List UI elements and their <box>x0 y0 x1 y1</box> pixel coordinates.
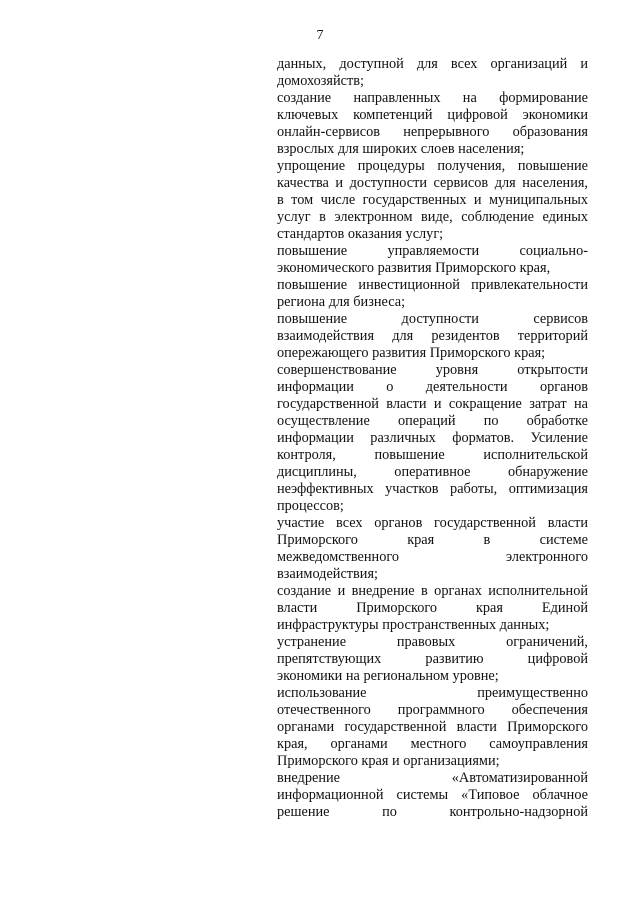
text-line: инфраструктуры пространственных данных; <box>277 617 550 633</box>
text-line: информации различных форматов. Усиление <box>277 430 588 446</box>
text-line: экономического развития Приморского края, <box>277 260 551 276</box>
text-line: услуг в электронном виде, соблюдение единых <box>277 209 588 225</box>
text-line: упрощение процедуры получения, повышение <box>277 158 588 174</box>
text-line: использование преимущественно <box>277 685 588 701</box>
text-line: Приморского края в системе <box>277 532 588 548</box>
text-line: процессов; <box>277 498 344 514</box>
text-line: решение по контрольно-надзорной <box>277 804 588 820</box>
text-line: устранение правовых ограничений, <box>277 634 588 650</box>
text-line: контроля, повышение исполнительской <box>277 447 588 463</box>
page-number: 7 <box>316 28 324 43</box>
text-line: онлайн-сервисов непрерывного образования <box>277 124 588 140</box>
text-line: взаимодействия для резидентов территорий <box>277 328 588 344</box>
text-line: края, органами местного самоуправления <box>277 736 588 752</box>
text-line: межведомственного электронного <box>277 549 588 565</box>
text-line: экономики на региональном уровне; <box>277 668 499 684</box>
text-line: взрослых для широких слоев населения; <box>277 141 525 157</box>
text-line: создание направленных на формирование <box>277 90 588 106</box>
text-line: государственной власти и сокращение затрат на <box>277 396 588 412</box>
text-line: власти Приморского края Единой <box>277 600 588 616</box>
text-line: данных, доступной для всех организаций и <box>277 56 588 72</box>
text-line: Приморского края и организациями; <box>277 753 500 769</box>
text-line: совершенствование уровня открытости <box>277 362 588 378</box>
text-line: создание и внедрение в органах исполнительной <box>277 583 588 599</box>
text-line: участие всех органов государственной власти <box>277 515 588 531</box>
text-line: неэффективных участков работы, оптимизация <box>277 481 588 497</box>
text-line: опережающего развития Приморского края; <box>277 345 546 361</box>
text-line: информации о деятельности органов <box>277 379 588 395</box>
text-line: препятствующих развитию цифровой <box>277 651 588 667</box>
body-text <box>277 56 588 821</box>
text-line: повышение доступности сервисов <box>277 311 588 327</box>
text-line: качества и доступности сервисов для населения, <box>277 175 588 191</box>
text-line: дисциплины, оперативное обнаружение <box>277 464 588 480</box>
text-line: отечественного программного обеспечения <box>277 702 588 718</box>
text-line: внедрение «Автоматизированной <box>277 770 588 786</box>
text-line: региона для бизнеса; <box>277 294 406 310</box>
text-line: информационной системы «Типовое облачное <box>277 787 588 803</box>
text-line: домохозяйств; <box>277 73 364 89</box>
text-line: в том числе государственных и муниципальных <box>277 192 588 208</box>
text-line: повышение инвестиционной привлекательности <box>277 277 588 293</box>
text-line: ключевых компетенций цифровой экономики <box>277 107 588 123</box>
text-line: повышение управляемости социально- <box>277 243 588 259</box>
text-line: стандартов оказания услуг; <box>277 226 444 242</box>
text-line: взаимодействия; <box>277 566 378 582</box>
text-line: осуществление операций по обработке <box>277 413 588 429</box>
text-line: органами государственной власти Приморского <box>277 719 588 735</box>
